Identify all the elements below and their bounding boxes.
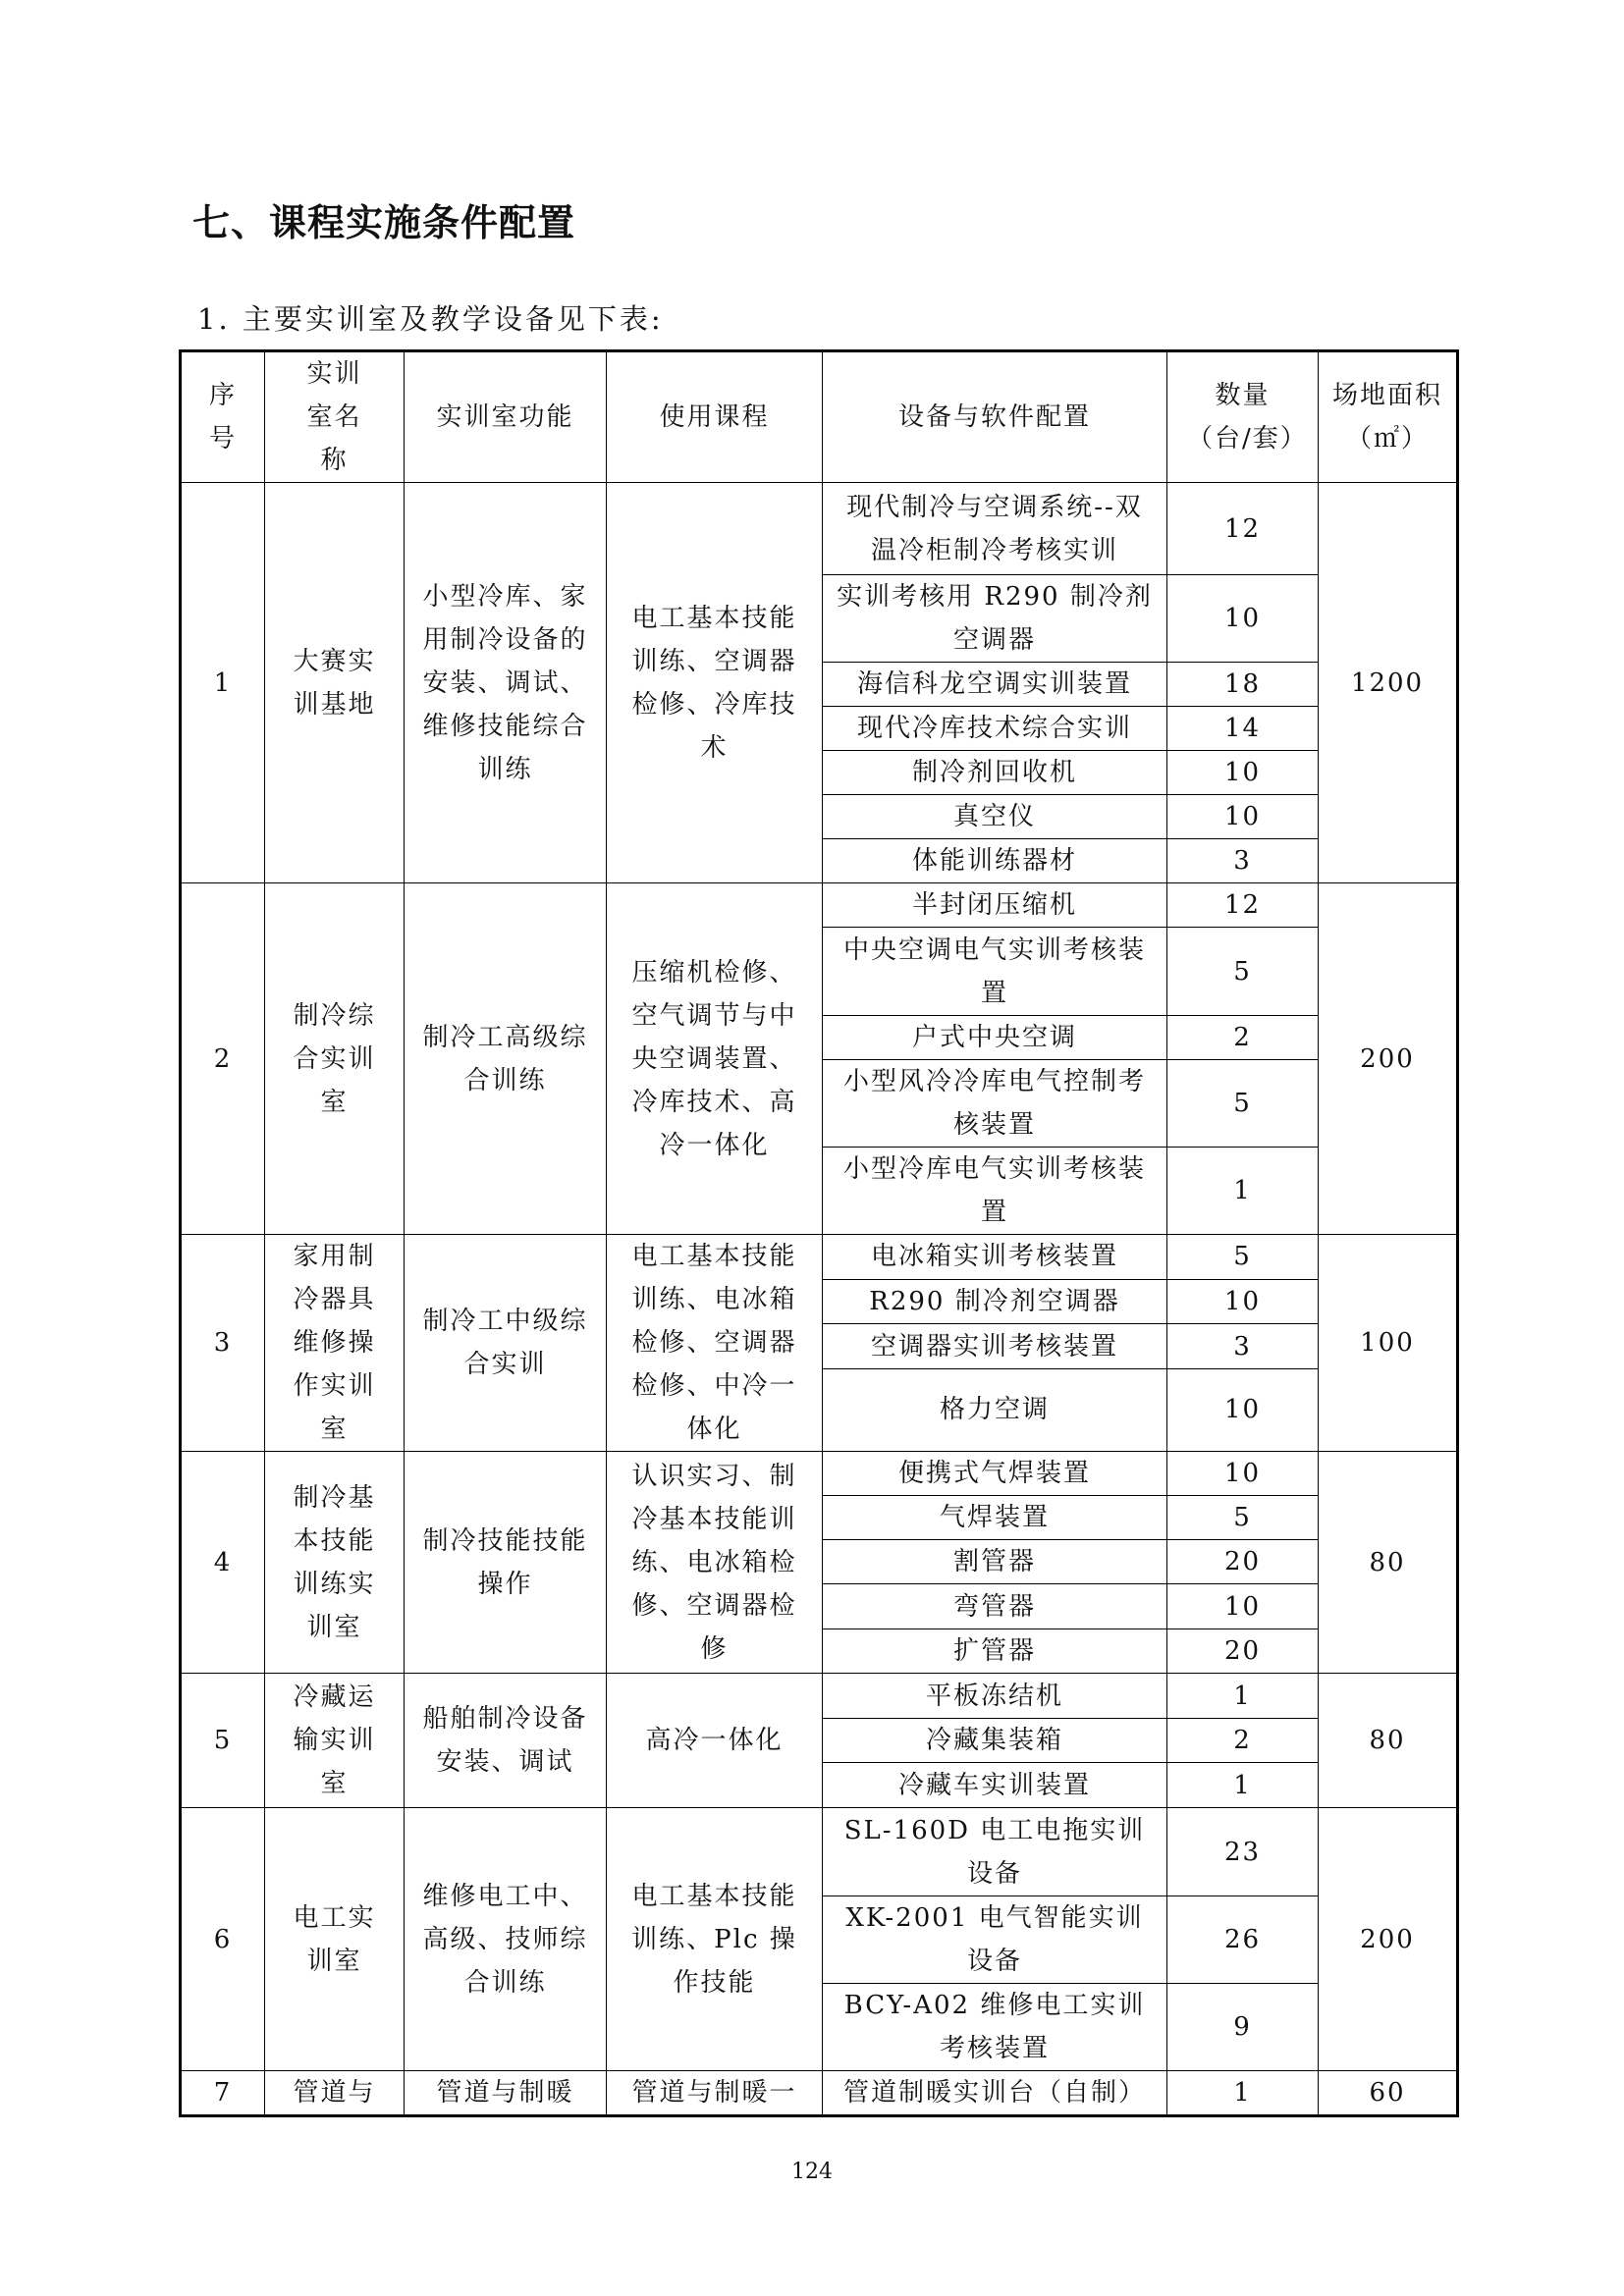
table-row [181, 483, 1458, 575]
room-area: 80 [1319, 1674, 1458, 1808]
room-area: 1200 [1319, 483, 1458, 883]
equipment-name: R290 制冷剂空调器 [823, 1279, 1167, 1324]
room-area: 60 [1319, 2071, 1458, 2116]
table-row [181, 1452, 1458, 1496]
room-course: 管道与制暖一 [607, 2071, 823, 2116]
equipment-name: 现代制冷与空调系统--双温冷柜制冷考核实训 [823, 483, 1167, 575]
equipment-name: 体能训练器材 [823, 839, 1167, 883]
room-seq: 5 [181, 1674, 265, 1808]
table-row [181, 2071, 1458, 2116]
equipment-qty: 26 [1167, 1896, 1319, 1984]
equipment-name: 海信科龙空调实训装置 [823, 663, 1167, 707]
header-row [181, 351, 1458, 483]
equipment-name: 半封闭压缩机 [823, 883, 1167, 928]
room-seq: 1 [181, 483, 265, 883]
room-area: 80 [1319, 1452, 1458, 1674]
room-course: 高冷一体化 [607, 1674, 823, 1808]
room-seq: 4 [181, 1452, 265, 1674]
equipment-name: BCY-A02 维修电工实训考核装置 [823, 1984, 1167, 2071]
equipment-name: 冷藏集装箱 [823, 1719, 1167, 1763]
equipment-qty: 12 [1167, 483, 1319, 575]
equipment-qty: 1 [1167, 1763, 1319, 1808]
equipment-qty: 10 [1167, 1452, 1319, 1496]
header-room: 实训室名称 [265, 351, 405, 483]
room-name: 家用制冷器具维修操作实训室 [265, 1235, 405, 1452]
room-function: 船舶制冷设备安装、调试 [405, 1674, 607, 1808]
room-course: 压缩机检修、空气调节与中央空调装置、冷库技术、高冷一体化 [607, 883, 823, 1235]
equipment-name: 扩管器 [823, 1629, 1167, 1674]
equipment-name: 空调器实训考核装置 [823, 1324, 1167, 1369]
equipment-name: 便携式气焊装置 [823, 1452, 1167, 1496]
room-area: 200 [1319, 1808, 1458, 2071]
equipment-qty: 10 [1167, 1279, 1319, 1324]
equipment-qty: 20 [1167, 1629, 1319, 1674]
header-course: 使用课程 [607, 351, 823, 483]
equipment-qty: 5 [1167, 1060, 1319, 1148]
equipment-name: SL-160D 电工电拖实训设备 [823, 1808, 1167, 1896]
equipment-name: 现代冷库技术综合实训 [823, 707, 1167, 751]
room-name: 管道与 [265, 2071, 405, 2116]
room-name: 制冷基本技能训练实训室 [265, 1452, 405, 1674]
room-seq: 7 [181, 2071, 265, 2116]
equipment-qty: 1 [1167, 1674, 1319, 1719]
equipment-qty: 10 [1167, 1584, 1319, 1629]
header-function: 实训室功能 [405, 351, 607, 483]
equipment-name: 中央空调电气实训考核装置 [823, 928, 1167, 1016]
room-seq: 2 [181, 883, 265, 1235]
equipment-qty: 9 [1167, 1984, 1319, 2071]
equipment-name: 小型风冷冷库电气控制考核装置 [823, 1060, 1167, 1148]
equipment-name: 割管器 [823, 1540, 1167, 1584]
equipment-qty: 2 [1167, 1719, 1319, 1763]
equipment-qty: 10 [1167, 795, 1319, 839]
header-quantity: 数量（台/套） [1167, 351, 1319, 483]
equipment-name: 户式中央空调 [823, 1016, 1167, 1060]
equipment-qty: 14 [1167, 707, 1319, 751]
room-function: 小型冷库、家用制冷设备的安装、调试、维修技能综合训练 [405, 483, 607, 883]
equipment-name: 制冷剂回收机 [823, 751, 1167, 795]
header-area: 场地面积（㎡） [1319, 351, 1458, 483]
room-name: 大赛实训基地 [265, 483, 405, 883]
room-function: 管道与制暖 [405, 2071, 607, 2116]
equipment-name: 真空仪 [823, 795, 1167, 839]
equipment-name: 电冰箱实训考核装置 [823, 1235, 1167, 1280]
intro-text: 1. 主要实训室及教学设备见下表: [197, 302, 664, 336]
equipment-table [179, 349, 1459, 2117]
equipment-qty: 2 [1167, 1016, 1319, 1060]
equipment-qty: 5 [1167, 1235, 1319, 1280]
equipment-qty: 5 [1167, 1496, 1319, 1540]
equipment-name: 格力空调 [823, 1368, 1167, 1451]
equipment-qty: 20 [1167, 1540, 1319, 1584]
equipment-qty: 10 [1167, 1368, 1319, 1451]
equipment-qty: 3 [1167, 1324, 1319, 1369]
equipment-qty: 1 [1167, 2071, 1319, 2116]
room-area: 100 [1319, 1235, 1458, 1452]
room-area: 200 [1319, 883, 1458, 1235]
room-seq: 3 [181, 1235, 265, 1452]
equipment-name: 气焊装置 [823, 1496, 1167, 1540]
equipment-name: 冷藏车实训装置 [823, 1763, 1167, 1808]
page-number: 124 [791, 2160, 833, 2184]
equipment-name: XK-2001 电气智能实训设备 [823, 1896, 1167, 1984]
equipment-name: 小型冷库电气实训考核装置 [823, 1148, 1167, 1235]
equipment-name: 弯管器 [823, 1584, 1167, 1629]
equipment-qty: 5 [1167, 928, 1319, 1016]
equipment-qty: 23 [1167, 1808, 1319, 1896]
equipment-qty: 3 [1167, 839, 1319, 883]
room-course: 电工基本技能训练、空调器检修、冷库技术 [607, 483, 823, 883]
equipment-name: 平板冻结机 [823, 1674, 1167, 1719]
room-name: 制冷综合实训室 [265, 883, 405, 1235]
room-seq: 6 [181, 1808, 265, 2071]
room-course: 认识实习、制冷基本技能训练、电冰箱检修、空调器检修 [607, 1452, 823, 1674]
room-function: 制冷工高级综合训练 [405, 883, 607, 1235]
header-equipment: 设备与软件配置 [823, 351, 1167, 483]
header-seq: 序号 [181, 351, 265, 483]
room-course: 电工基本技能训练、电冰箱检修、空调器检修、中冷一体化 [607, 1235, 823, 1452]
equipment-qty: 10 [1167, 575, 1319, 663]
equipment-qty: 12 [1167, 883, 1319, 928]
section-title: 七、课程实施条件配置 [192, 201, 576, 244]
equipment-qty: 10 [1167, 751, 1319, 795]
equipment-qty: 18 [1167, 663, 1319, 707]
room-course: 电工基本技能训练、Plc 操作技能 [607, 1808, 823, 2071]
equipment-qty: 1 [1167, 1148, 1319, 1235]
room-function: 维修电工中、高级、技师综合训练 [405, 1808, 607, 2071]
room-name: 电工实训室 [265, 1808, 405, 2071]
table-row [181, 1674, 1458, 1719]
room-name: 冷藏运输实训室 [265, 1674, 405, 1808]
room-function: 制冷技能技能操作 [405, 1452, 607, 1674]
equipment-name: 实训考核用 R290 制冷剂空调器 [823, 575, 1167, 663]
table-row [181, 1235, 1458, 1280]
equipment-name: 管道制暖实训台（自制） [823, 2071, 1167, 2116]
room-function: 制冷工中级综合实训 [405, 1235, 607, 1452]
table-row [181, 1808, 1458, 1896]
table-row [181, 883, 1458, 928]
